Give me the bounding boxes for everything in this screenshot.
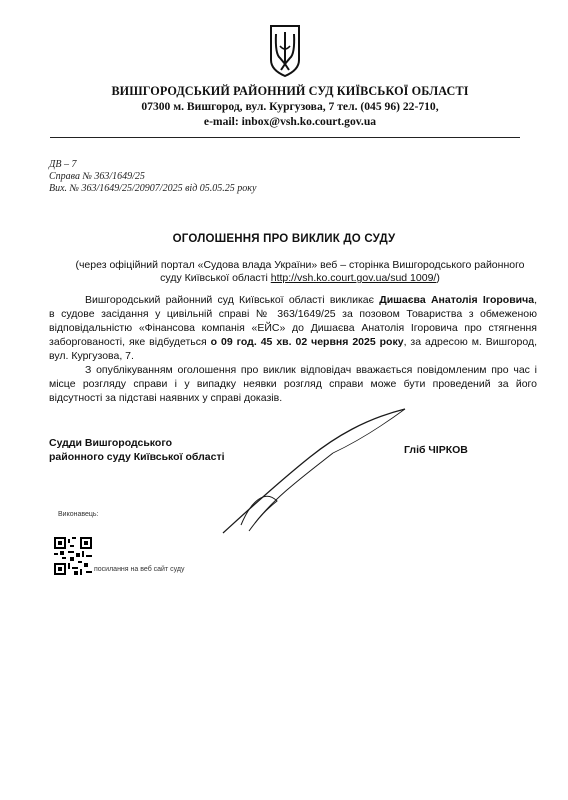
coat-of-arms-trident-icon	[268, 24, 302, 78]
court-website-link[interactable]: http://vsh.ko.court.gov.ua/sud 1009/	[270, 272, 437, 284]
header-divider	[50, 137, 520, 138]
signer-name: Гліб ЧІРКОВ	[404, 444, 468, 456]
body-line	[85, 294, 537, 307]
publication-note-line1: (через офіційний портал «Судова влада України» веб – сторінка Вишгородського районного	[75, 259, 525, 271]
body-line: в судове засідання у цивільній справі № 363/1649/25 за позовом Товариства з обмеженою	[49, 308, 537, 320]
outgoing-number: Вих. № 363/1649/25/20907/2025 від 05.05.25 року	[49, 183, 257, 194]
body-line: відсутності за підставі наявних у справі доказів.	[49, 392, 283, 404]
qr-code-icon[interactable]	[54, 537, 92, 575]
qr-code-caption: посилання на веб сайт суду	[94, 566, 185, 573]
body-text: заборгованості, яке відбудеться	[49, 336, 211, 348]
publication-note-text: суду Київської області	[160, 272, 271, 284]
body-line: місце розгляду справи і у випадку неявки розгляд справи може бути проведений за його	[49, 378, 537, 390]
body-text: ,	[534, 294, 537, 306]
body-line: вул. Кургузова, 7.	[49, 350, 134, 362]
body-line: відповідальністю «Фінансова компанія «ЕЙС» до Дишаєва Анатолія Ігоровича про стягнення	[49, 322, 537, 334]
doc-code: ДВ – 7	[49, 159, 77, 170]
executor-label: Виконавець:	[58, 511, 99, 518]
publication-note-line2	[60, 272, 540, 285]
court-address: 07300 м. Вишгород, вул. Кургузова, 7 тел. (045 96) 22-710,	[141, 100, 439, 113]
handwritten-signature	[215, 405, 415, 540]
hearing-datetime: о 09 год. 45 хв. 02 червня 2025 року	[210, 336, 404, 348]
body-text: Вишгородський районний суд Київської області викликає	[85, 294, 380, 306]
case-number: Справа № 363/1649/25	[49, 171, 145, 182]
body-line: З опублікуванням оголошення про виклик відповідач вважається повідомленим про час і	[85, 364, 537, 376]
signer-title-line2: районного суду Київської області	[49, 451, 225, 463]
document-title: ОГОЛОШЕННЯ ПРО ВИКЛИК ДО СУДУ	[172, 233, 396, 245]
publication-note-close: )	[436, 272, 440, 284]
court-name: ВИШГОРОДСЬКИЙ РАЙОННИЙ СУД КИЇВСЬКОЇ ОБЛАСТІ	[111, 84, 469, 98]
court-email: e-mail: inbox@vsh.ko.court.gov.ua	[203, 115, 377, 128]
defendant-name: Дишаєва Анатолія Ігоровича	[379, 294, 535, 306]
body-text: , за адресою м. Вишгород,	[403, 336, 538, 348]
body-line	[49, 336, 537, 349]
signer-title-line1: Судди Вишгородського	[49, 437, 172, 449]
